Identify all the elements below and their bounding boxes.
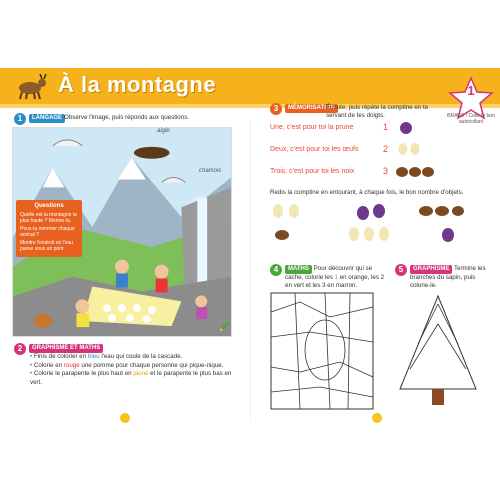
fir-tree-drawing (388, 294, 488, 410)
section-4-tag: MATHS (285, 265, 312, 274)
sun-icon (120, 413, 130, 423)
comptine-line-2: Deux, c'est pour toi les œufs (270, 146, 359, 153)
comptine-count-1: 1 (383, 122, 389, 132)
nut-icon (435, 206, 449, 216)
question-item: Quelle est la montagne la plus haute ? Montre-la. (20, 211, 77, 224)
egg-icon (289, 204, 299, 218)
nut-icon (396, 167, 408, 177)
section-5-instruction: GRAPHISME Termine les branches du sapin, puis colorie-le. (410, 265, 486, 289)
questions-title: Questions (34, 203, 64, 209)
section-2-bullets (30, 353, 240, 387)
badge-text: BRAVO ! Colle le bon autocollant (447, 113, 495, 125)
nut-icon (409, 167, 421, 177)
label-chamois: chamois (199, 168, 222, 174)
plum-icon (373, 204, 385, 218)
comptine-objects (396, 120, 456, 182)
section-3-instruction-2: Redis la comptine en entourant, à chaque fois, le bon nombre d'objets. (270, 189, 464, 196)
section-3-instruction: Écoute, puis répète la comptine en te servant de tes doigts. (326, 104, 429, 119)
section-4-number: 4 (270, 264, 282, 276)
bullet-item: • Colorie en rouge une pomme pour chaque personne qui pique-nique. (30, 362, 240, 371)
sun-icon (372, 413, 382, 423)
bullet-item: • Colorie le parapente le plus haut en jaune et le parapente le plus bas en vert. (30, 370, 240, 387)
section-3-tag: MÉMORISATION (285, 104, 338, 113)
egg-icon (273, 204, 283, 218)
section-4-instruction: MATHS Pour découvrir qui se cache, colorie les 1 en orange, les 2 en vert et les 3 en marron. (285, 265, 385, 289)
comptine-count-2: 2 (383, 144, 389, 154)
comptine-count-3: 3 (383, 166, 389, 176)
section-5-tag: GRAPHISME (410, 265, 452, 274)
questions-list (20, 212, 78, 253)
egg-icon (349, 227, 359, 241)
page-divider (250, 120, 251, 420)
nut-icon (275, 230, 289, 240)
bullet-item: • Finis de colorier en bleu l'eau qui coule de la cascade. (30, 353, 240, 362)
nut-icon (422, 167, 434, 177)
section-2-tag: GRAPHISME ET MATHS (29, 344, 103, 353)
page-title: À la montagne (58, 72, 217, 97)
nut-icon (419, 206, 433, 216)
plum-icon (400, 122, 412, 134)
questions-box (16, 200, 82, 257)
egg-icon (364, 227, 374, 241)
question-item: Peux-tu nommer chaque animal ? (20, 225, 75, 238)
question-item: Montre l'endroit où l'eau passe sous un pont. (20, 239, 74, 252)
section-1-instruction: Observe l'image, puis réponds aux questions. (64, 114, 190, 121)
plum-icon (442, 228, 454, 242)
badge-number: 1 (467, 83, 475, 98)
pencil-icon (218, 321, 230, 333)
section-2-number: 2 (14, 343, 26, 355)
label-aigle: aigle (157, 128, 170, 134)
color-by-number-grid (270, 292, 374, 410)
plum-icon (357, 206, 369, 220)
section-3-number: 3 (270, 103, 282, 115)
egg-icon (379, 227, 389, 241)
section-5-number: 5 (395, 264, 407, 276)
section-1-number: 1 (14, 113, 26, 125)
nut-icon (452, 206, 464, 216)
chamois-icon (10, 74, 50, 100)
egg-icon (411, 143, 420, 155)
section-1-tag: LANGAGE (29, 114, 65, 123)
comptine-line-1: Une, c'est pour toi la prune (270, 124, 354, 131)
counting-objects (268, 201, 464, 245)
egg-icon (399, 143, 408, 155)
comptine-line-3: Trois, c'est pour toi les noix (270, 168, 355, 175)
